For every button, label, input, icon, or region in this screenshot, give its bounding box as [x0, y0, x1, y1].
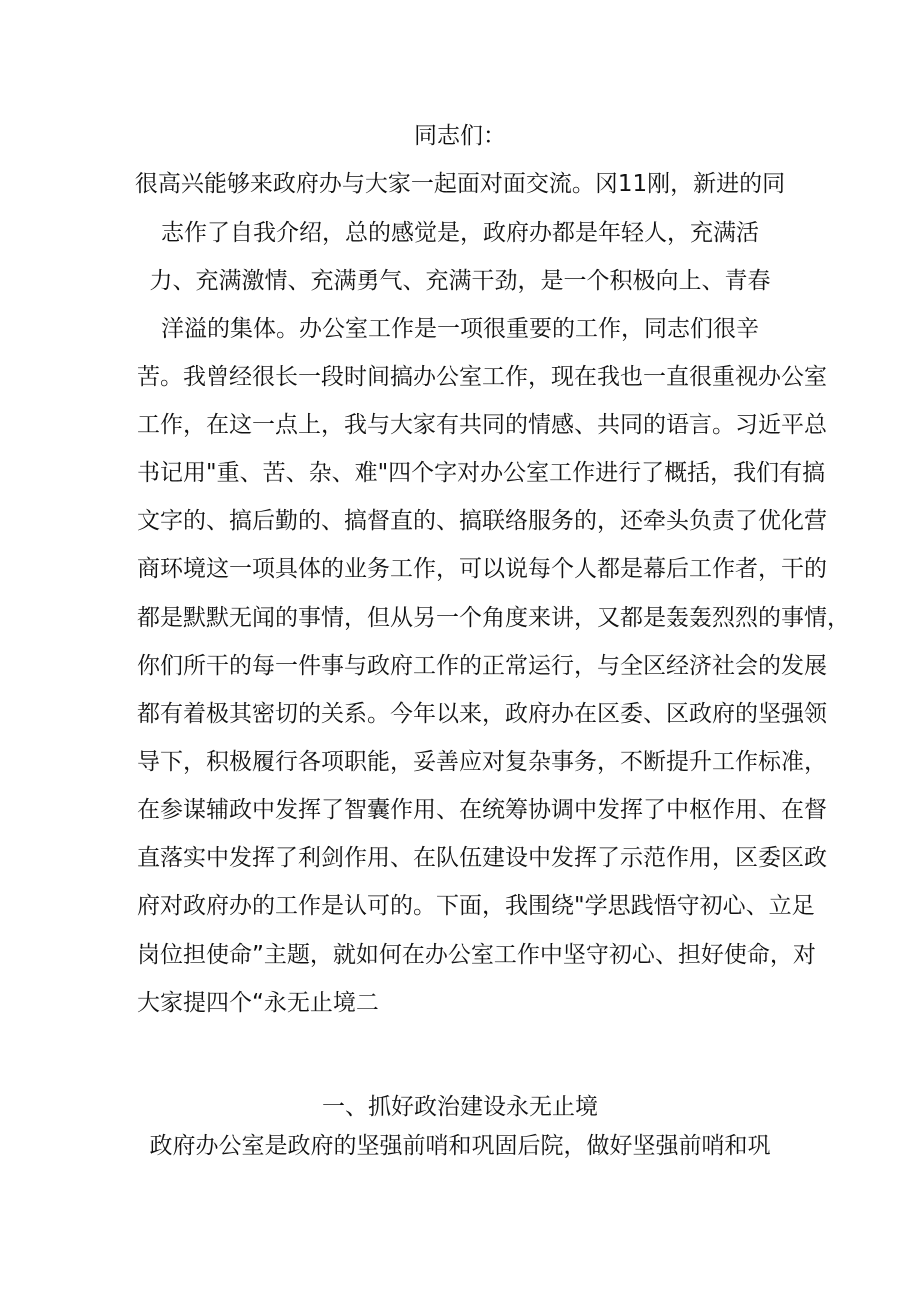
paragraph-line: 很高兴能够来政府办与大家一起面对面交流。冈11刚，新进的同 [134, 171, 786, 197]
paragraph-line: 导下，积极履行各项职能，妥善应对复杂事务，不断提升工作标准， [137, 749, 827, 775]
paragraph-line: 苦。我曾经很长一段时间搞办公室工作，现在我也一直很重视办公室 [137, 364, 827, 390]
paragraph-line: 文字的、搞后勤的、搞督直的、搞联络服务的，还牵头负责了优化营 [137, 508, 827, 534]
paragraph-line: 志作了自我介绍，总的感觉是，政府办都是年轻人，充满活 [161, 220, 759, 246]
paragraph-line: 你们所干的每一件事与政府工作的正常运行，与全区经济社会的发展 [137, 653, 827, 679]
paragraph-line: 洋溢的集体。办公室工作是一项很重要的工作，同志们很辛 [161, 316, 759, 342]
paragraph-line: 商环境这一项具体的业务工作，可以说每个人都是幕后工作者，干的 [137, 556, 827, 582]
paragraph-line: 在参谋辅政中发挥了智囊作用、在统筹协调中发挥了中枢作用、在督 [137, 797, 827, 823]
paragraph-line: 工作，在这一点上，我与大家有共同的情感、共同的语言。习近平总 [137, 412, 827, 438]
paragraph-line: 岗位担使命”主题，就如何在办公室工作中坚守初心、担好使命，对 [137, 942, 816, 968]
paragraph-line: 书记用"重、苦、杂、难"四个字对办公室工作进行了概括，我们有搞 [137, 460, 826, 486]
section-heading: 一、抓好政治建设永无止境 [322, 1094, 598, 1120]
paragraph-line: 直落实中发挥了利剑作用、在队伍建设中发挥了示范作用，区委区政 [137, 845, 827, 871]
paragraph-line: 府对政府办的工作是认可的。下面，我围绕"学思践悟守初心、立足 [137, 893, 815, 919]
paragraph-line: 都是默默无闻的事情，但从另一个角度来讲，又都是轰轰烈烈的事情， [137, 605, 850, 631]
paragraph-line: 都有着极其密切的关系。今年以来，政府办在区委、区政府的坚强领 [137, 701, 827, 727]
paragraph-line: 大家提四个“永无止境二 [137, 990, 379, 1016]
paragraph-line: 力、充满激情、充满勇气、充满干劲，是一个积极向上、青春 [149, 268, 771, 294]
paragraph-line: 政府办公室是政府的坚强前哨和巩固后院，做好坚强前哨和巩 [149, 1133, 771, 1159]
salutation: 同志们： [414, 123, 506, 149]
